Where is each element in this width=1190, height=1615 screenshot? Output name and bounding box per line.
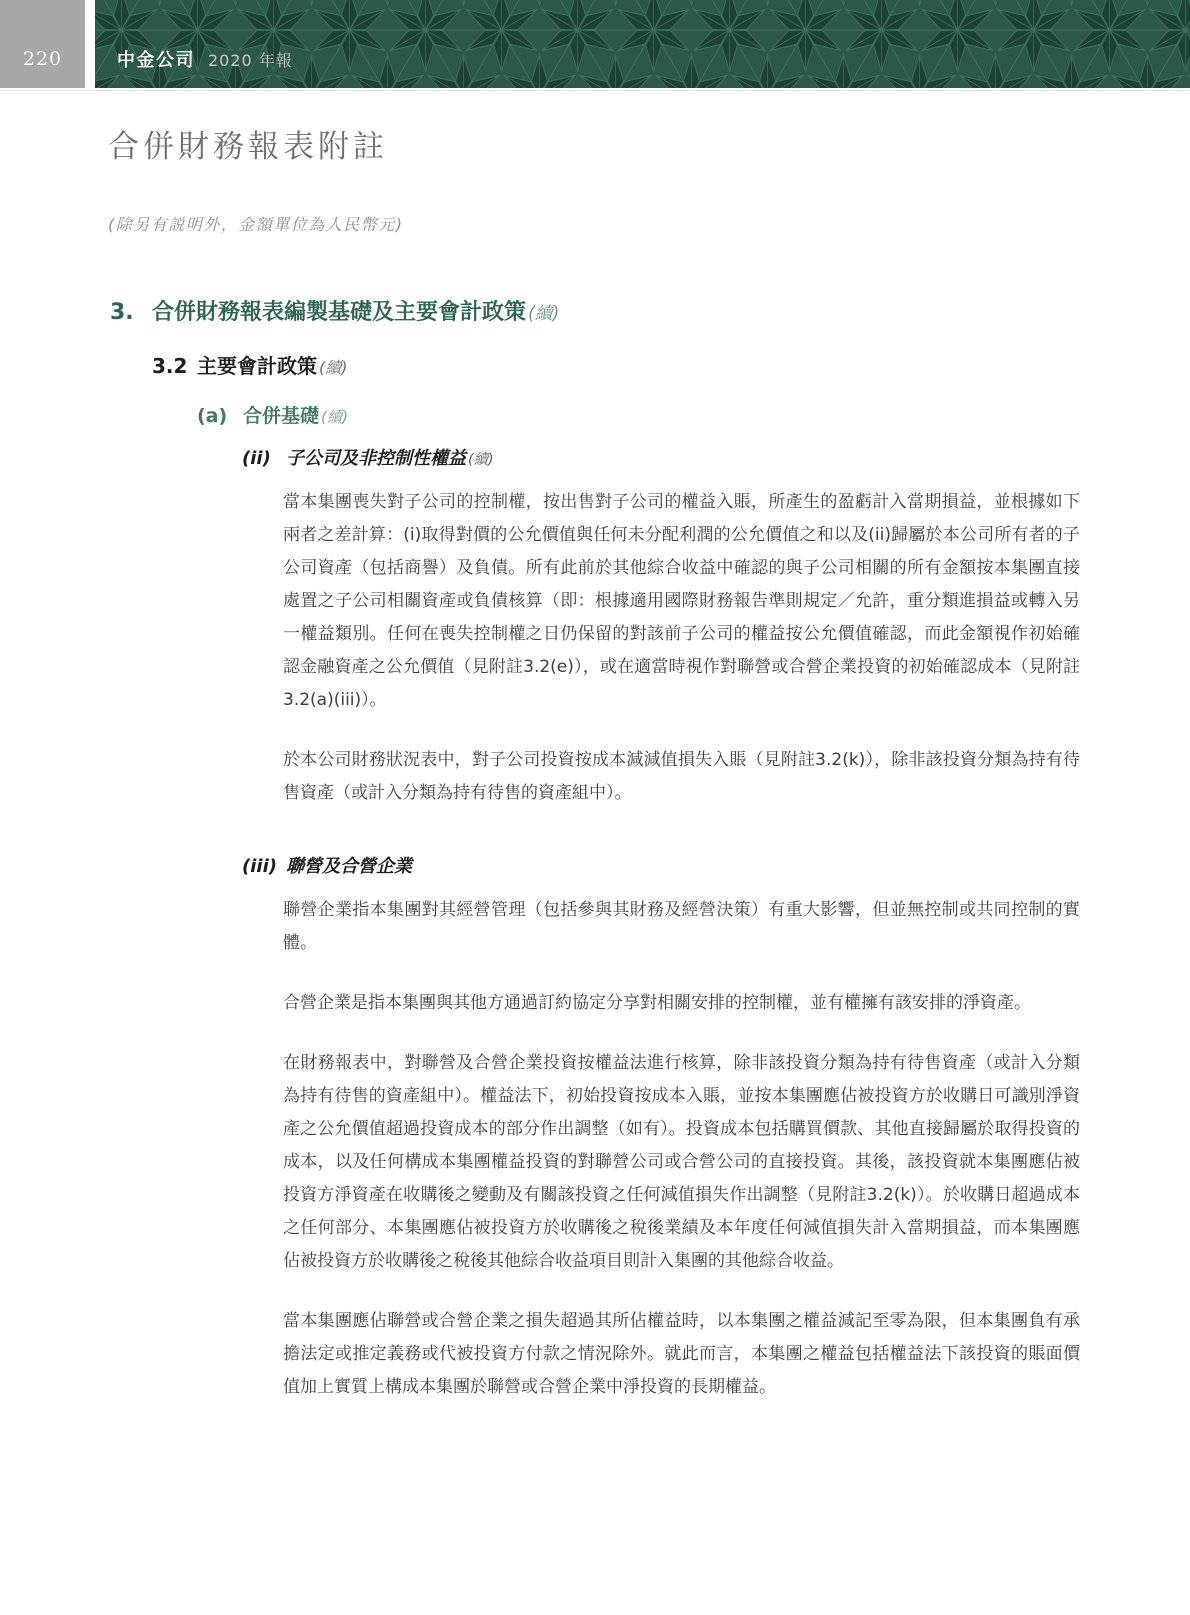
page-number: 220: [22, 48, 63, 70]
company-brand: 中金公司: [117, 50, 195, 71]
paragraph: 當本集團喪失對子公司的控制權，按出售對子公司的權益入賬，所產生的盈虧計入當期損益，並根據如下兩者之差計算：(i)取得對價的公允價值與任何未分配利潤的公允價值之和以及(ii)歸屬於本公司所有者的子公司資產（包括商譽）及負債。所有此前於其他綜合收益中確認的與子公司相關的所有金額按本集團直接處置之子公司相關資產或負債核算（即：根據適用國際財務報告準則規定／允許，重分類進損益或轉入另一權益類別。任何在喪失控制權之日仍保留的對該前子公司的權益按公允價值確認，而此金額視作初始確認金融資產之公允價值（見附註3.2(e)），或在適當時視作對聯營或合營企業投資的初始確認成本（見附註3.2(a)(iii)）。: [283, 492, 1080, 710]
asanoha-pattern-decoration: [95, 0, 1190, 88]
item-ii-continued-mark: (續): [468, 452, 494, 468]
item-a-continued-mark: (續): [321, 408, 349, 426]
page-header: [0, 0, 1190, 91]
item-a-title: 合併基礎: [243, 405, 320, 427]
item-ii-number: (ii): [242, 448, 271, 469]
report-edition: 2020 年報: [208, 51, 293, 70]
banner-text: [117, 46, 293, 72]
section-3-2-continued-mark: (續): [319, 358, 348, 377]
currency-unit-note: (除另有説明外，金額單位為人民幣元): [108, 215, 404, 234]
paragraph: 當本集團應佔聯營或合營企業之損失超過其所佔權益時，以本集團之權益減記至零為限，但本集團負有承擔法定或推定義務或代被投資方付款之情況除外。就此而言，本集團之權益包括權益法下該投資的賬面價值加上實質上構成本集團於聯營或合營企業中淨投資的長期權益。: [283, 1311, 1080, 1397]
paragraph: 合營企業是指本集團與其他方通過訂約協定分享對相關安排的控制權，並有權擁有該安排的淨資產。: [283, 993, 1031, 1013]
item-iii-title: 聯營及合營企業: [286, 856, 412, 877]
section-3-title: 合併財務報表編製基礎及主要會計政策: [152, 300, 527, 325]
paragraph: 在財務報表中，對聯營及合營企業投資按權益法進行核算，除非該投資分類為持有待售資產（或計入分類為持有待售的資產組中）。權益法下，初始投資按成本入賬，並按本集團應佔被投資方於收購日可識別淨資產之公允價值超過投資成本的部分作出調整（如有）。投資成本包括購買價款、其他直接歸屬於取得投資的成本，以及任何構成本集團權益投資的對聯營公司或合營公司的直接投資。其後，該投資就本集團應佔被投資方淨資產在收購後之變動及有關該投資之任何減值損失作出調整（見附註3.2(k)）。於收購日超過成本之任何部分、本集團應佔被投資方於收購後之稅後業績及本年度任何減值損失計入當期損益，而本集團應佔被投資方於收購後之稅後其他綜合收益項目則計入集團的其他綜合收益。: [283, 1053, 1080, 1271]
item-iii-heading: [242, 852, 1190, 878]
item-iii-number: (iii): [242, 856, 277, 877]
item-ii-heading: [242, 444, 1190, 470]
item-ii-body: [283, 486, 1080, 810]
section-3-2-heading: [152, 350, 1190, 379]
item-a-number: (a): [197, 405, 228, 427]
section-3-2-title: 主要會計政策: [197, 354, 317, 378]
section-3-number: 3.: [110, 300, 134, 325]
section-3-continued-mark: (續): [528, 304, 560, 324]
item-ii-title: 子公司及非控制性權益: [286, 448, 466, 469]
item-iii-body: [283, 894, 1080, 1404]
item-a-heading: [197, 401, 1190, 428]
paragraph: 於本公司財務狀況表中，對子公司投資按成本減減值損失入賬（見附註3.2(k)），除非該投資分類為持有待售資產（或計入分類為持有待售的資產組中）。: [283, 750, 1080, 803]
document-title: 合併財務報表附註: [108, 129, 388, 165]
section-3-2-number: 3.2: [152, 354, 188, 378]
page-number-box: [0, 0, 85, 88]
banner: [95, 0, 1190, 88]
paragraph: 聯營企業指本集團對其經營管理（包括參與其財務及經營決策）有重大影響，但並無控制或共同控制的實體。: [283, 900, 1080, 953]
section-3-heading: [110, 295, 1190, 326]
